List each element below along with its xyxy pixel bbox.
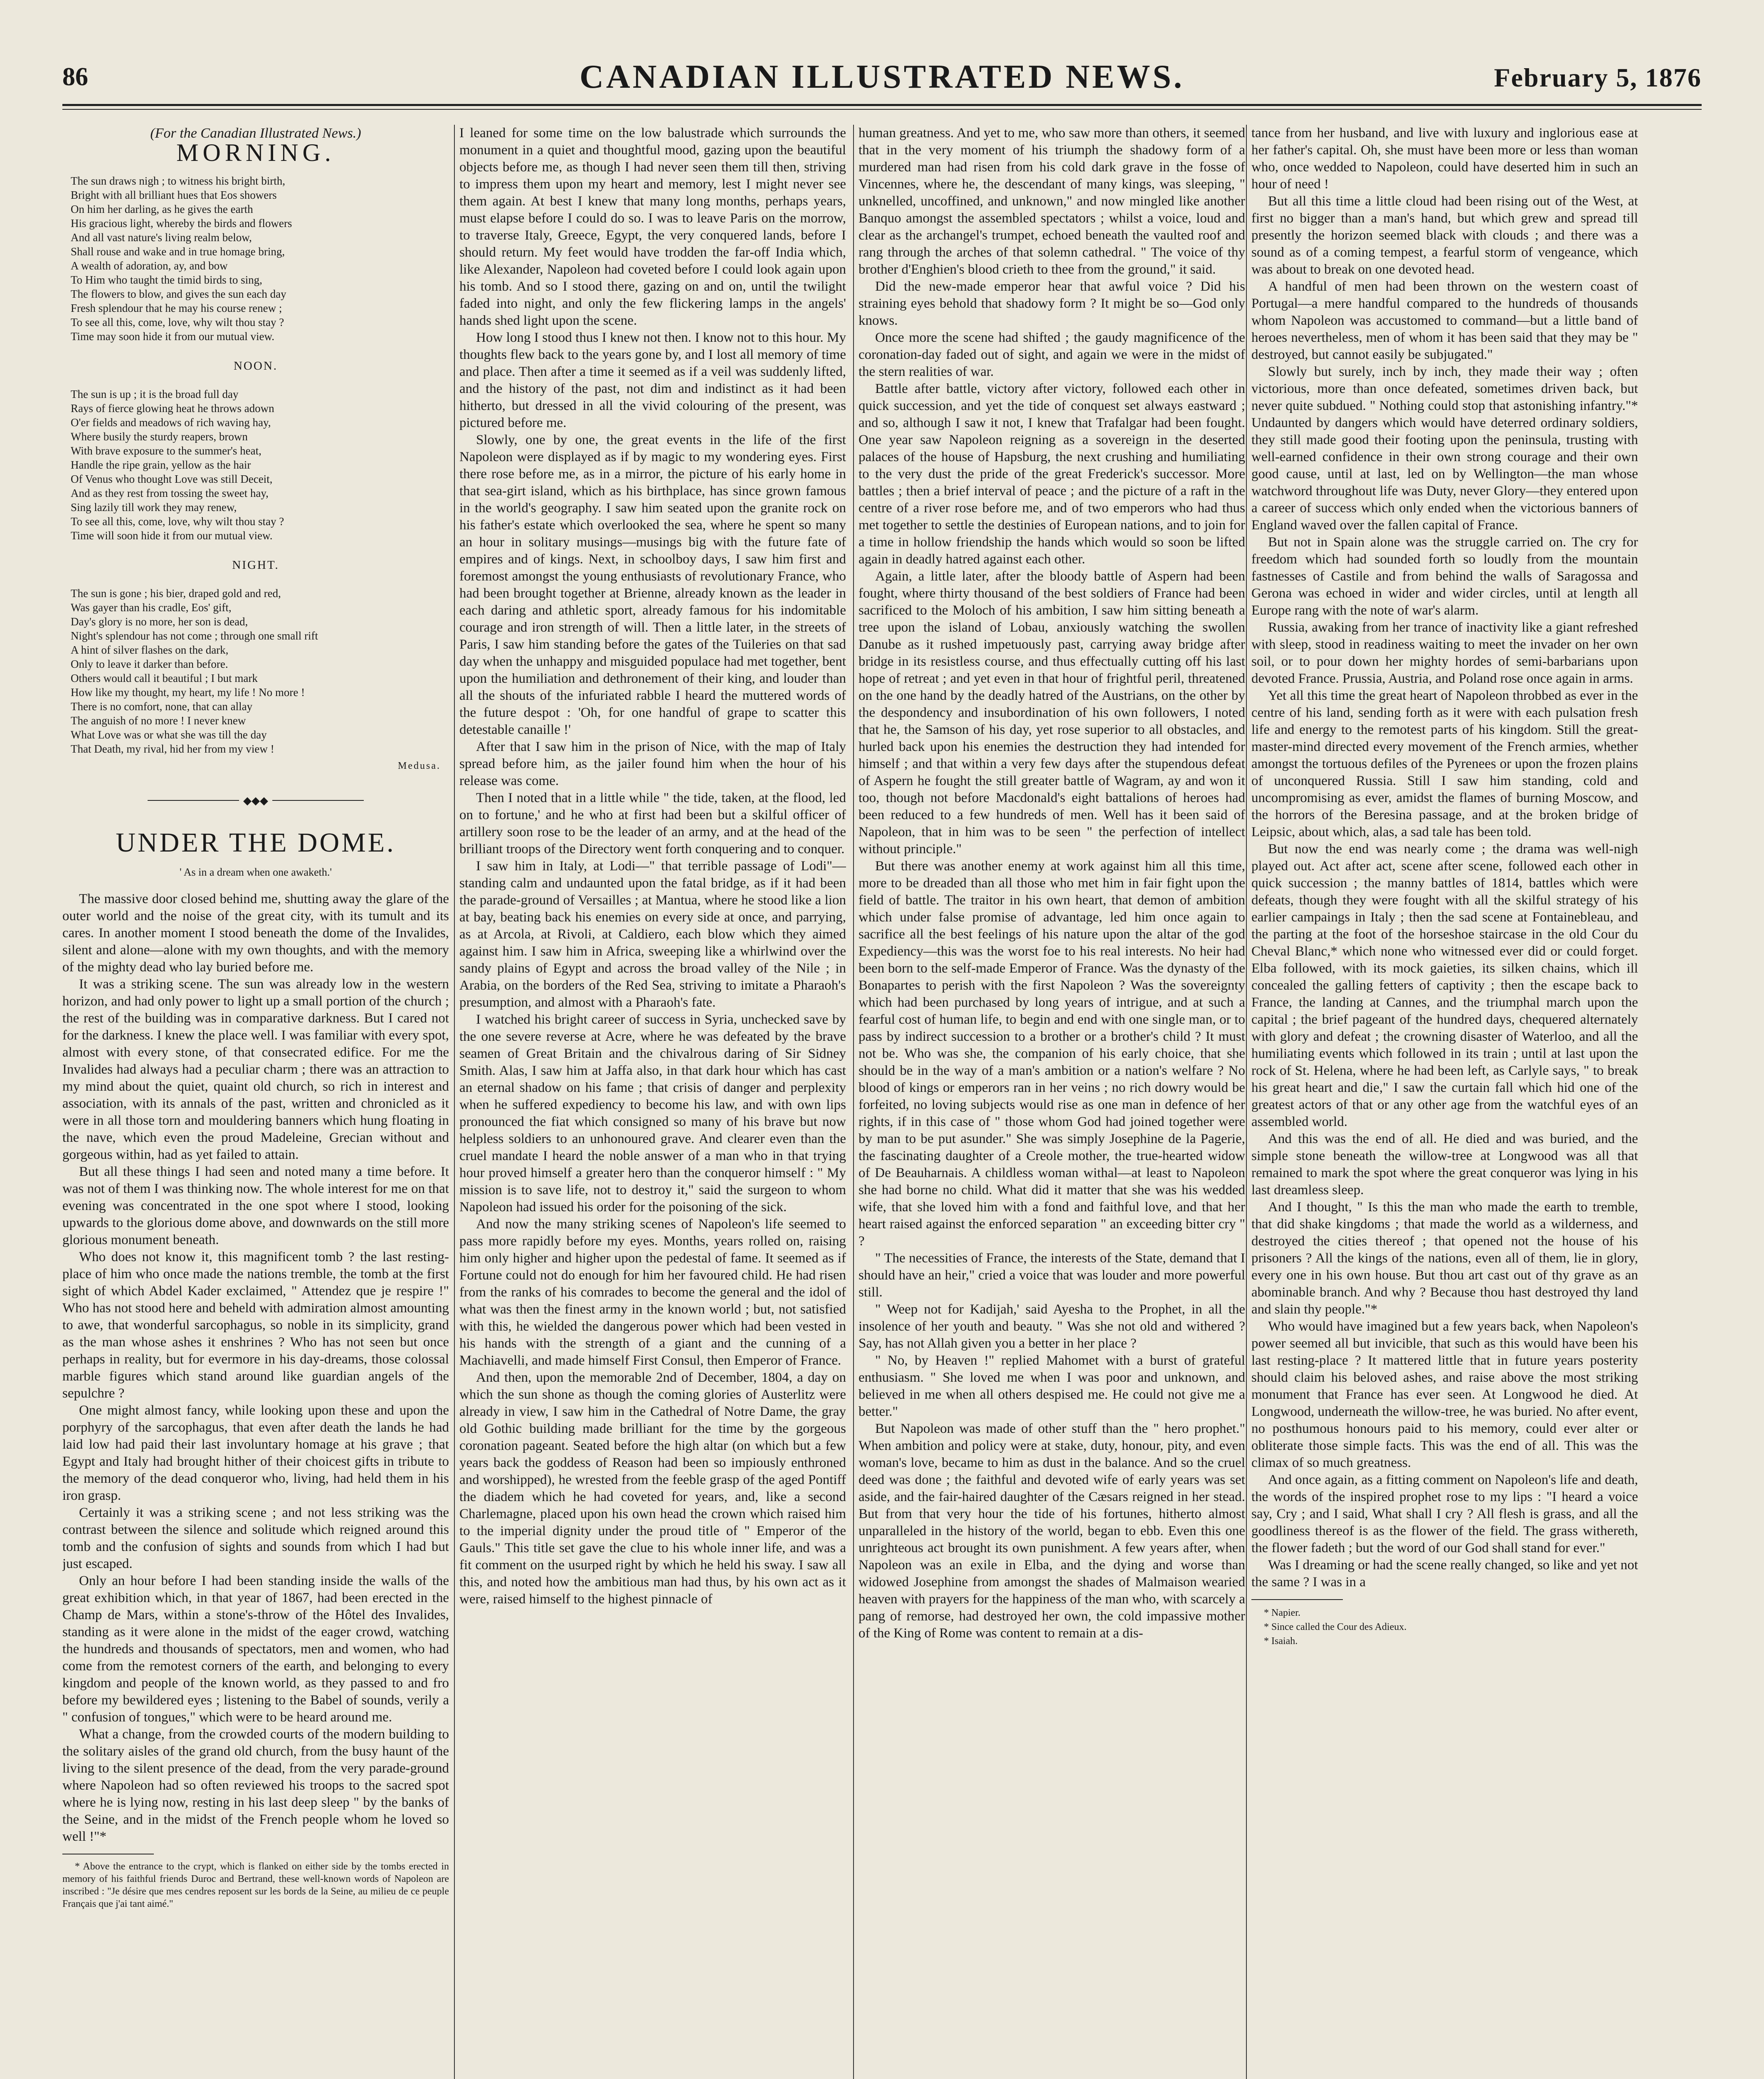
footnote: * Isaiah.	[1264, 1636, 1298, 1647]
column-divider	[853, 125, 854, 2079]
poem-line: The sun draws nigh ; to witness his bright birth,	[71, 175, 285, 187]
poem-line: The sun is gone ; his bier, draped gold and red,	[71, 587, 281, 600]
footnotes	[1251, 1606, 1638, 1648]
paragraph: But there was another enemy at work against him all this time, more to be dreaded than all those who met him in fair fight upon the field of battle. The traitor in his own heart, that demon of ambition which under false promise of advantage, led him once again to sacrifice all the best feelings of his nature upon the altar of the god Expediency—this was the worst foe to his real interests. No heir had been born to the self-made Emperor of France. Was the dynasty of the Bonapartes to perish with the first Napoleon ? Was the sovereignty which had been purchased by long years of intrigue, and at such a fearful cost of human life, to begin and end with one single man, or to pass by indirect succession to a brother or a brother's child ? It must not be. Who was she, the companion of his early choice, that she should be in the way of a man's ambition or a nation's welfare ? No blood of kings or emperors ran in her veins ; no rich dowry would be forfeited, no loving subjects would rise as one man in defence of her rights, if in this case of " those whom God had joined together were by man to be put asunder." She was simply Josephine de la Pagerie, the fascinating daughter of a Creole mother, the true-hearted widow of De Beauharnais. A childless woman withal—at least to Napoleon she had borne no child. What did it matter that she was his wedded wife, that she loved him with a fond and faithful love, and that her heart raised against the enforced separation " an exceeding bitter cry " ?	[859, 859, 1245, 1249]
masthead-title: CANADIAN ILLUSTRATED NEWS.	[580, 59, 1184, 95]
column-1	[62, 125, 449, 2079]
paragraph: And once again, as a fitting comment on Napoleon's life and death, the words of the inspired prophet rose to my lips : "I heard a voice say, Cry ; and I said, What shall I cry ? All flesh is grass, and all the goodliness thereof is as the flower of the field. The grass withereth, the flower fadeth ; but the word of our God shall stand for ever."	[1251, 1472, 1638, 1556]
poem-line: Sing lazily till work they may renew,	[71, 501, 237, 514]
footnote: * Above the entrance to the crypt, which is flanked on either side by the tombs erected in memory of his faithful friends Duroc and Bertrand, these well-known words of Napoleon are inscribed : "Je désire que mes cendres reposent sur les bords de la Seine, au milieu de ce peuple Français que j'ai tant aimé."	[62, 1861, 449, 1909]
poem-line: And all vast nature's living realm below,	[71, 231, 252, 244]
column-3-body	[859, 125, 1245, 1642]
poem-line: Handle the ripe grain, yellow as the hair	[71, 459, 251, 471]
article-epigraph: ' As in a dream when one awaketh.'	[179, 866, 332, 878]
poem-credit: (For the Canadian Illustrated News.)	[150, 126, 361, 141]
column-2	[459, 125, 846, 2079]
poem-line: Rays of fierce glowing heat he throws adown	[71, 402, 274, 415]
column-3	[859, 125, 1245, 2079]
paragraph: The massive door closed behind me, shutting away the glare of the outer world and the noise of the great city, with its tumult and its cares. In another moment I stood beneath the dome of the Invalides, silent and alone—alone with my own thoughts, and with the memory of the mighty dead who lay buried before me.	[62, 891, 449, 975]
poem-line: Others would call it beautiful ; I but mark	[71, 672, 258, 684]
poem-line: Was gayer than his cradle, Eos' gift,	[71, 601, 232, 614]
poem-line: To Him who taught the timid birds to sing,	[71, 274, 262, 286]
section-ornament: ◆◆◆	[62, 791, 449, 809]
poem-line: His gracious light, whereby the birds and flowers	[71, 217, 292, 230]
poem-line: That Death, my rival, hid her from my view !	[71, 743, 274, 755]
poem-line: Of Venus who thought Love was still Deceit,	[71, 473, 273, 485]
footnote: * Napier.	[1264, 1607, 1300, 1618]
paragraph: It was a striking scene. The sun was already low in the western horizon, and had only power to light up a small portion of the church ; the rest of the building was in comparative darkness. But I cared not for the darkness. I knew the place well. I was familiar with every spot, almost with every stone, of that consecrated edifice. For me the Invalides had always had a peculiar charm ; there was an attraction to my mind about the quiet, quaint old church, so rich in interest and association, with its annals of the past, written and chronicled as it were in all those torn and mouldering banners which hung floating in the nave, which even the proud Madeleine, Grecian without and gorgeous within, had as yet failed to attain.	[62, 976, 449, 1162]
masthead-rule-thin	[62, 109, 1702, 110]
paragraph: How long I stood thus I knew not then. I know not to this hour. My thoughts flew back to the years gone by, and I lost all memory of time and place. Then after a time it seemed as if a veil was suddenly lifted, and the history of the past, not dim and indistinct as it had been hitherto, but dressed in all the vivid colouring of the present, was pictured before me.	[459, 330, 846, 430]
section-night-title: NIGHT.	[232, 558, 279, 572]
paragraph: And this was the end of all. He died and was buried, and the simple stone beneath the willow-tree at Longwood was all that remained to mark the spot where the great conqueror was lying in his last dreamless sleep.	[1251, 1131, 1638, 1198]
paragraph: Once more the scene had shifted ; the gaudy magnificence of the coronation-day faded out of sight, and again we were in the midst of the stern realities of war.	[859, 330, 1245, 379]
issue-date: February 5, 1876	[1494, 63, 1702, 92]
poem-line: Where busily the sturdy reapers, brown	[71, 430, 248, 443]
paragraph: " The necessities of France, the interests of the State, demand that I should have an heir," cried a voice that was louder and more powerful still.	[859, 1251, 1245, 1300]
paragraph: " Weep not for Kadijah,' said Ayesha to the Prophet, in all the insolence of her youth and beauty. " Was she not old and withered ? Say, has not Allah given you a better in her place ?	[859, 1302, 1245, 1351]
footnote: * Since called the Cour des Adieux.	[1264, 1622, 1407, 1632]
poem-line: There is no comfort, none, that can allay	[71, 700, 253, 713]
paragraph: Only an hour before I had been standing inside the walls of the great exhibition which, in that year of 1867, had been erected in the Champ de Mars, within a stone's-throw of the Hôtel des Invalides, standing as it were alone in the midst of the eager crowd, watching the hundreds and thousands of spectators, men and women, who had come from the remotest corners of the earth, and belonging to every kingdom and people of the known world, as they passed to and fro before my bewildered eyes ; listening to the Babel of sounds, verily a " confusion of tongues," which were to be heard around me.	[62, 1573, 449, 1725]
paragraph: Slowly, one by one, the great events in the life of the first Napoleon were displayed as if by magic to my wondering eyes. First there rose before me, as in a mirror, the picture of his early home in that sea-girt island, which as his birthplace, has since grown famous in the world's geography. I saw him seated upon the granite rock on his father's estate which overlooked the sea, where he spent so many an hour in solitary musings—musings big with the future fate of empires and of kings. Next, in schoolboy days, I saw him first and foremost amongst the young enthusiasts of revolutionary France, who had been brought together at Brienne, already known as the leader in each daring and athletic sport, already famous for his indomitable courage and iron strength of will. Then a little later, in the streets of Paris, I saw him standing before the gates of the Tuileries on that sad day when the unhappy and misguided populace had met together, bent upon the humiliation and dethronement of their king, and louder than all the shouts of the infuriated rabble I heard the muttered words of the future despot : 'Oh, for one handful of grape to scatter this detestable canaille !'	[459, 432, 846, 737]
poem-line: And as they rest from tossing the sweet hay,	[71, 487, 269, 499]
poem-line: To see all this, come, love, why wilt thou stay ?	[71, 515, 284, 528]
poem-line: Shall rouse and wake and in true homage bring,	[71, 245, 285, 258]
poem-line: Night's splendour has not come ; through one small rift	[71, 630, 318, 642]
column-4-body	[1251, 125, 1638, 1591]
paragraph: And then, upon the memorable 2nd of December, 1804, a day on which the sun shone as though the coming glories of Austerlitz were already in view, I saw him in the Cathedral of Notre Dame, the gray old Gothic building made brilliant for the time by the gorgeous coronation pageant. Seated before the high altar (on which but a few years back the goddess of Reason had been so impiously enthroned and worshipped), he wrested from the feeble grasp of the aged Pontiff the diadem which he had coveted for years, and, like a second Charlemagne, placed upon his own head the crown which raised him to the imperial dignity under the proud title of " Emperor of the Gauls." This title set gave the clue to his whole inner life, and was a fit comment on the usurped right by which he held his sway. I saw all this, and noted how the ambitious man had thus, by his own act as it were, raised himself to the highest pinnacle of	[459, 1370, 846, 1607]
article-title: UNDER THE DOME.	[116, 827, 396, 858]
poem-title: MORNING.	[176, 139, 335, 166]
paragraph: But all this time a little cloud had been rising out of the West, at first no bigger than a man's hand, but which grew and spread till presently the horizon seemed black with clouds ; and there was a sound as of a coming tempest, a fearful storm of vengeance, which was about to break on one devoted head.	[1251, 194, 1638, 277]
poem-line: A hint of silver flashes on the dark,	[71, 644, 229, 656]
poem-line: Day's glory is no more, her son is dead,	[71, 615, 248, 628]
paragraph: tance from her husband, and live with luxury and inglorious ease at her father's capital. Oh, she must have been more or less than woman who, once wedded to Napoleon, could have deserted him in such an hour of need !	[1251, 126, 1638, 192]
poem-line: A wealth of adoration, ay, and bow	[71, 259, 228, 272]
paragraph: Who would have imagined but a few years back, when Napoleon's power seemed all but invicible, that such as this would have been his last resting-place ? It mattered little that in future years posterity should claim his beloved ashes, and raise above the most striking monument that France has ever seen. At Longwood he died. At Longwood, underneath the willow-tree, he was buried. No after event, no posthumous honours paid to his memory, could ever alter or obliterate those simple facts. This was the end of all. This was the climax of so much greatness.	[1251, 1319, 1638, 1470]
paragraph: What a change, from the crowded courts of the modern building to the solitary aisles of the grand old church, from the busy haunt of the living to the silent presence of the dead, from the very parade-ground where Napoleon had so often reviewed his troops to the sacred spot where he is lying now, resting in his last deep sleep " by the banks of the Seine, and in the midst of the French people whom he loved so well !"*	[62, 1726, 449, 1844]
paragraph: I saw him in Italy, at Lodi—" that terrible passage of Lodi"—standing calm and undaunted upon the fatal bridge, as if it had been the parade-ground of Versailles ; at Mantua, where he stood like a lion at bay, beating back his enemies on every side at once, and parrying, as at Arcola, at Rivoli, at Caldiero, each blow which they aimed against him. I saw him in Africa, sweeping like a whirlwind over the sandy plains of Egypt and across the broad valley of the Nile ; in Arabia, on the borders of the Red Sea, striving to imitate a Pharaoh's presumption, and almost with a Pharaoh's fate.	[459, 859, 846, 1010]
column-1-body	[62, 891, 449, 1845]
paragraph: After that I saw him in the prison of Nice, with the map of Italy spread before him, as the jailer found him when the hour of his release was come.	[459, 739, 846, 788]
paragraph: And now the many striking scenes of Napoleon's life seemed to pass more rapidly before my eyes. Months, years rolled on, raising him only higher and higher upon the pedestal of fame. It seemed as if Fortune could not do enough for him her favoured child. He had risen from the ranks of his comrades to become the general and the idol of what was then the finest army in the known world ; but, not satisfied with this, he wielded the dangerous power which had been vested in his hands with the strength of a giant and the cunning of a Machiavelli, and made himself First Consul, then Emperor of France.	[459, 1217, 846, 1368]
column-4	[1251, 125, 1638, 2079]
poem-line: How like my thought, my heart, my life ! No more !	[71, 686, 305, 699]
column-divider	[1246, 125, 1247, 2079]
poem-line: With brave exposure to the summer's heat,	[71, 444, 262, 457]
column-2-body	[459, 125, 846, 1608]
paragraph: human greatness. And yet to me, who saw more than others, it seemed that in the very moment of his triumph the shadowy form of a murdered man had risen from his cold dark grave in the fosse of Vincennes, where he, the descendant of many kings, was sleeping, " unknelled, uncoffined, and unknown," and now mingled like another Banquo amongst the assembled spectators ; whilst a voice, loud and clear as the archangel's trumpet, echoed beneath the vaulted roof and rang through the arches of that solemn cathedral. " The voice of thy brother d'Enghien's blood crieth to thee from the ground," it said.	[859, 126, 1245, 277]
footnote-rule	[1251, 1599, 1343, 1600]
poem-signature: Medusa.	[398, 760, 441, 771]
poem-line: What Love was or what she was till the day	[71, 728, 267, 741]
paragraph: Then I noted that in a little while " the tide, taken, at the flood, led on to fortune,' and he who at first had been but a skilful officer of artillery soon rose to be the leader of an army, and at the head of the brilliant troops of the Directory went forth conquering and to conquer.	[459, 790, 846, 857]
paragraph: Certainly it was a striking scene ; and not less striking was the contrast between the silence and solitude which reigned around this tomb and the confusion of sights and sounds from which I had but just escaped.	[62, 1505, 449, 1571]
paragraph: Slowly but surely, inch by inch, they made their way ; often victorious, more than once defeated, sometimes driven back, but never quite subdued. " Nothing could stop that astonishing infantry."* Undaunted by dangers which would have deterred ordinary soldiers, they still made good their footing upon the peninsula, trusting with well-earned confidence in their own strong courage and their own good cause, until at last, led on by Wellington—the man whose watchword throughout life was Duty, never Glory—they entered upon a career of success which only ended when the victorious banners of England waved over the fallen capital of France.	[1251, 364, 1638, 533]
stanza-night	[71, 586, 449, 756]
poem-line: O'er fields and meadows of rich waving hay,	[71, 416, 271, 429]
paragraph: But not in Spain alone was the struggle carried on. The cry for freedom which had sounded forth so loudly from the mountain fastnesses of Castile and from behind the walls of Saragossa and Gerona was echoed in wider and wider circles, until at length all Europe rang with the note of war's alarm.	[1251, 535, 1638, 618]
paragraph: Russia, awaking from her trance of inactivity like a giant refreshed with sleep, stood in readiness waiting to meet the invader on her own soil, or to pour down her mighty hordes of semi-barbarians upon devoted France. Prussia, Austria, and Poland rose once again in arms.	[1251, 620, 1638, 686]
paragraph: A handful of men had been thrown on the western coast of Portugal—a mere handful compared to the hundreds of thousands whom Napoleon was accustomed to command—but a little band of heroes nevertheless, men of whom it has been said that they may be " destroyed, but cannot easily be subjugated."	[1251, 279, 1638, 362]
paragraph: Did the new-made emperor hear that awful voice ? Did his straining eyes behold that shadowy form ? It might be so—God only knows.	[859, 279, 1245, 328]
poem-line: Time may soon hide it from our mutual view.	[71, 330, 274, 343]
paragraph: I leaned for some time on the low balustrade which surrounds the monument in a quiet and thoughtful mood, gazing upon the beautiful objects before me, as though I had never seen them till then, striving to impress them upon my heart and memory, lest I might never see them again. At best I knew that many long months, perhaps years, must elapse before I could do so. I was to leave Paris on the morrow, to traverse Italy, Greece, Egypt, the very conquered lands, before I should return. My feet would have trodden the far-off India which, like Alexander, Napoleon had coveted before I could look again upon his tomb. And so I stood there, gazing on and on, until the twilight faded into night, and only the few flickering lamps in the angels' hands shed light upon the scene.	[459, 126, 846, 328]
paragraph: Battle after battle, victory after victory, followed each other in quick succession, and yet the tide of conquest set always eastward ; and so, although I saw it not, I knew that Trafalgar had been fought. One year saw Napoleon reigning as a sovereign in the deserted palaces of the house of Hapsburg, the next crushing and humiliating to the very dust the pride of the great Frederick's successor. More battles ; then a brief interval of peace ; and the picture of a raft in the centre of a river rose before me, and of two emperors who had thus met together to settle the destinies of European nations, and to join for a time in hollow friendship the hands which would so soon be lifted again in deadly hatred against each other.	[859, 381, 1245, 567]
paragraph: But now the end was nearly come ; the drama was well-nigh played out. Act after act, scene after scene, followed each other in quick succession ; the manny battles of 1814, battles which were defeats, though they were fought with all the skilful strategy of his earlier campaings in Italy ; then the sad scene at Fontainebleau, and the parting at the foot of the horseshoe staircase in the old Cour du Cheval Blanc,* which none who witnessed ever did or could forget. Elba followed, with its mock gaieties, its silken chains, which ill concealed the galling fetters of captivity ; then the escape back to France, the landing at Cannes, and the triumphal march upon the capital ; the brief pageant of the hundred days, chequered alternately with glory and defeat ; the crowning disaster of Waterloo, and all the humiliating events which followed in its train ; until at last upon the rock of St. Helena, where he had been left, as Carlyle says, " to break his great heart and die," I saw the curtain fall which hid one of the greatest actors of that or any other age from the watchful eyes of an assembled world.	[1251, 842, 1638, 1129]
paragraph: One might almost fancy, while looking upon these and upon the porphyry of the sarcophagus, that even after death the lands he had laid low had paid their last involuntary homage at his grave ; that Egypt and Italy had brought hither of their choicest gifts in tribute to the memory of the dead conqueror who, living, had held them in his iron grasp.	[62, 1402, 449, 1503]
stanza-noon	[71, 387, 449, 543]
paragraph: Who does not know it, this magnificent tomb ? the last resting-place of him who once made the nations tremble, the tomb at the first sight of which Abdel Kader exclaimed, " Attendez que je respire !" Who has not stood here and beheld with admiration almost amounting to awe, that wonderful sarcophagus, so noble in its simplicity, grand as the man whose ashes it enshrines ? Who has not seen but once perhaps in reality, but for evermore in his day-dreams, those colossal marble figures which stand around like guardian angels of the sepulchre ?	[62, 1249, 449, 1401]
section-noon-title: NOON.	[233, 359, 278, 373]
stanza-morning	[71, 174, 449, 343]
paragraph: I watched his bright career of success in Syria, unchecked save by the one severe reverse at Acre, where he was defeated by the brave seamen of Great Britain and the chivalrous daring of Sir Sidney Smith. Alas, I saw him at Jaffa also, in that dark hour which has cast an eternal shadow on his fame ; that crisis of danger and perplexity when he suffered expediency to become his law, and with own lips pronounced the fiat which consigned so many of his brave but now helpless soldiers to an unhonoured grave. And clearer even than the cruel mandate I heard the noble answer of a man who in that trying hour proved himself a greater hero than the conqueror himself : " My mission is to save life, not to destroy it," said the surgeon to whom Napoleon had issued his order for the poisoning of the sick.	[459, 1012, 846, 1215]
paragraph: And I thought, " Is this the man who made the earth to tremble, that did shake kingdoms ; that made the world as a wilderness, and destroyed the cities thereof ; that opened not the house of his prisoners ? All the kings of the nations, even all of them, lie in glory, every one in his own house. But thou art cast out of thy grave as an abominable branch. And why ? Because thou hast destroyed thy land and slain thy people."*	[1251, 1200, 1638, 1317]
poem-line: The anguish of no more ! I never knew	[71, 714, 246, 727]
paragraph: But Napoleon was made of other stuff than the " hero prophet." When ambition and policy were at stake, duty, honour, pity, and even woman's love, became to him as dust in the balance. And so the cruel deed was done ; the faithful and devoted wife of early years was set aside, and the fair-haired daughter of the Cæsars reigned in her stead. But from that very hour the tide of his fortunes, hitherto almost unparalleled in the history of the world, began to ebb. Even this one unrighteous act brought its own punishment. A few years after, when Napoleon was an exile in Elba, and the dying and worse than widowed Josephine from amongst the shades of Malmaison wearied heaven with prayers for the happiness of the man who, with scarcely a pang of remorse, had destroyed her own, the cold impassive mother of the King of Rome was content to remain at a dis-	[859, 1421, 1245, 1641]
page-number: 86	[62, 63, 88, 91]
poem-line: The flowers to blow, and gives the sun each day	[71, 288, 286, 300]
masthead-rule	[62, 104, 1702, 106]
paragraph: Was I dreaming or had the scene really changed, so like and yet not the same ? I was in a	[1251, 1558, 1638, 1590]
paragraph: But all these things I had seen and noted many a time before. It was not of them I was thinking now. The whole interest for me on that evening was concentrated in the one spot where I stood, looking upwards to the glorious dome above, and downwards on the still more glorious monument beneath.	[62, 1164, 449, 1247]
paragraph: Again, a little later, after the bloody battle of Aspern had been fought, where thirty thousand of the best soldiers of France had been sacrificed to the Moloch of his ambition, I saw him sitting beneath a tree upon the island of Lobau, anxiously watching the swollen Danube as it rushed impetuously past, carrying away bridge after bridge in its resistless course, and thus effectually cutting off his last hope of retreat ; and yet even in that hour of frightful peril, threatened on the one hand by the deadly hatred of the Austrians, on the other by the despondency and insubordination of his own followers, I noted that he, the Samson of his day, yet rose superior to all obstacles, and hurled back upon his enemies the destruction they had intended for himself ; and that within a very few days after the stupendous defeat of Aspern he fought the still greater battle of Wagram, ay and won it too, though not before Macdonald's eight battalions of heroes had been reduced to a few hundreds of men. Well has it been said of Napoleon, that in him was to be seen " the perfection of intellect without principle."	[859, 569, 1245, 857]
column-divider	[454, 125, 455, 2079]
poem-line: The sun is up ; it is the broad full day	[71, 388, 239, 400]
poem-line: Time will soon hide it from our mutual view.	[71, 529, 273, 542]
poem-line: Fresh splendour that he may his course renew ;	[71, 302, 282, 314]
paragraph: " No, by Heaven !" replied Mahomet with a burst of grateful enthusiasm. " She loved me when I was poor and unknown, and believed in me when all others despised me. He could not give me a better."	[859, 1353, 1245, 1419]
poem-line: Only to leave it darker than before.	[71, 658, 228, 670]
paragraph: Yet all this time the great heart of Napoleon throbbed as ever in the centre of his land, sending forth as it were with each pulsation fresh life and energy to the remotest parts of his kingdom. Still the great-master-mind directed every movement of the French armies, whether amongst the tortuous defiles of the Pyrenees or upon the frozen plains of unconquered Russia. Still I saw him standing, cold and uncompromising as ever, amidst the flames of burning Moscow, and the horrors of the Beresina passage, and at the broken bridge of Leipsic, about which, alas, a sad tale has been told.	[1251, 688, 1638, 840]
poem-line: On him her darling, as he gives the earth	[71, 203, 253, 215]
poem-line: To see all this, come, love, why wilt thou stay ?	[71, 316, 284, 328]
poem-line: Bright with all brilliant hues that Eos showers	[71, 189, 277, 201]
